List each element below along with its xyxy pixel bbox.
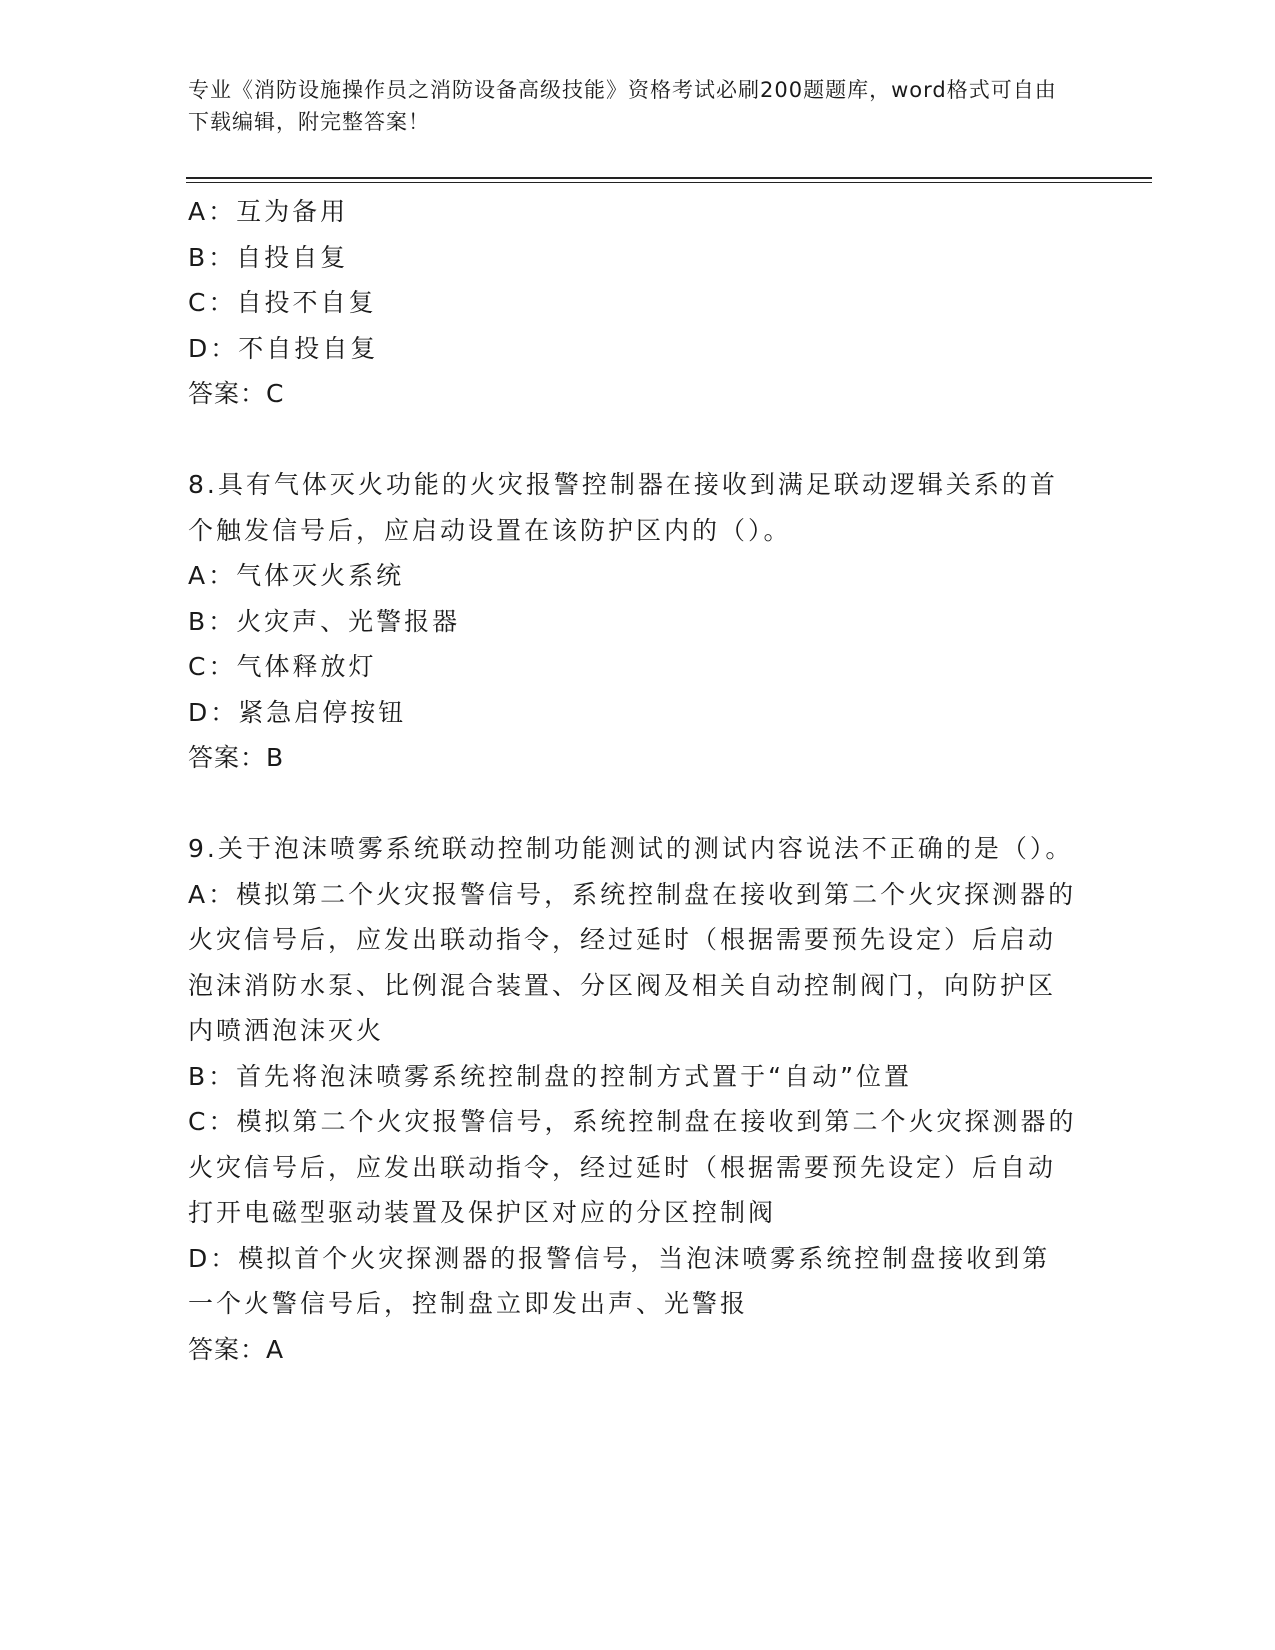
header-divider	[186, 177, 1152, 183]
question-block-previous	[188, 189, 1078, 417]
page-header: 专业《消防设施操作员之消防设备高级技能》资格考试必刷200题题库，word格式可自由下载编辑，附完整答案！	[188, 78, 1057, 134]
option-d: D：紧急启停按钮	[188, 697, 407, 727]
option-a: A：气体灭火系统	[188, 561, 405, 590]
option-c: C：模拟第二个火灾报警信号，系统控制盘在接收到第二个火灾探测器的火灾信号后，应发出联动指令，经过延时（根据需要预先设定）后自动打开电磁型驱动装置及保护区对应的分区控制阀	[188, 1107, 1077, 1227]
answer-line: 答案：C	[188, 379, 285, 408]
block-spacer	[188, 781, 1078, 827]
option-c: C：气体释放灯	[188, 652, 377, 681]
option-a: A：模拟第二个火灾报警信号，系统控制盘在接收到第二个火灾探测器的火灾信号后，应发出联动指令，经过延时（根据需要预先设定）后启动泡沫消防水泵、比例混合装置、分区阀及相关自动控制阀门，向防护区内喷洒泡沫灭火	[188, 879, 1077, 1045]
option-b: B：火灾声、光警报器	[188, 606, 461, 636]
question-block-9	[188, 826, 1078, 1372]
option-d: D：模拟首个火灾探测器的报警信号，当泡沫喷雾系统控制盘接收到第一个火警信号后，控制盘立即发出声、光警报	[188, 1243, 1051, 1318]
question-stem: 8.具有气体灭火功能的火灾报警控制器在接收到满足联动逻辑关系的首个触发信号后，应启动设置在该防护区内的（）。	[188, 470, 1058, 545]
document-body	[188, 189, 1078, 1372]
option-b: B：自投自复	[188, 242, 349, 272]
option-d: D：不自投自复	[188, 333, 379, 363]
option-c: C：自投不自复	[188, 288, 377, 317]
option-b: B：首先将泡沫喷雾系统控制盘的控制方式置于“自动”位置	[188, 1061, 913, 1091]
option-a: A：互为备用	[188, 197, 349, 226]
answer-line: 答案：A	[188, 1334, 285, 1364]
answer-line: 答案：B	[188, 743, 285, 772]
question-stem: 9.关于泡沫喷雾系统联动控制功能测试的测试内容说法不正确的是（）。	[188, 834, 1074, 863]
block-spacer	[188, 417, 1078, 463]
question-block-8	[188, 462, 1078, 781]
